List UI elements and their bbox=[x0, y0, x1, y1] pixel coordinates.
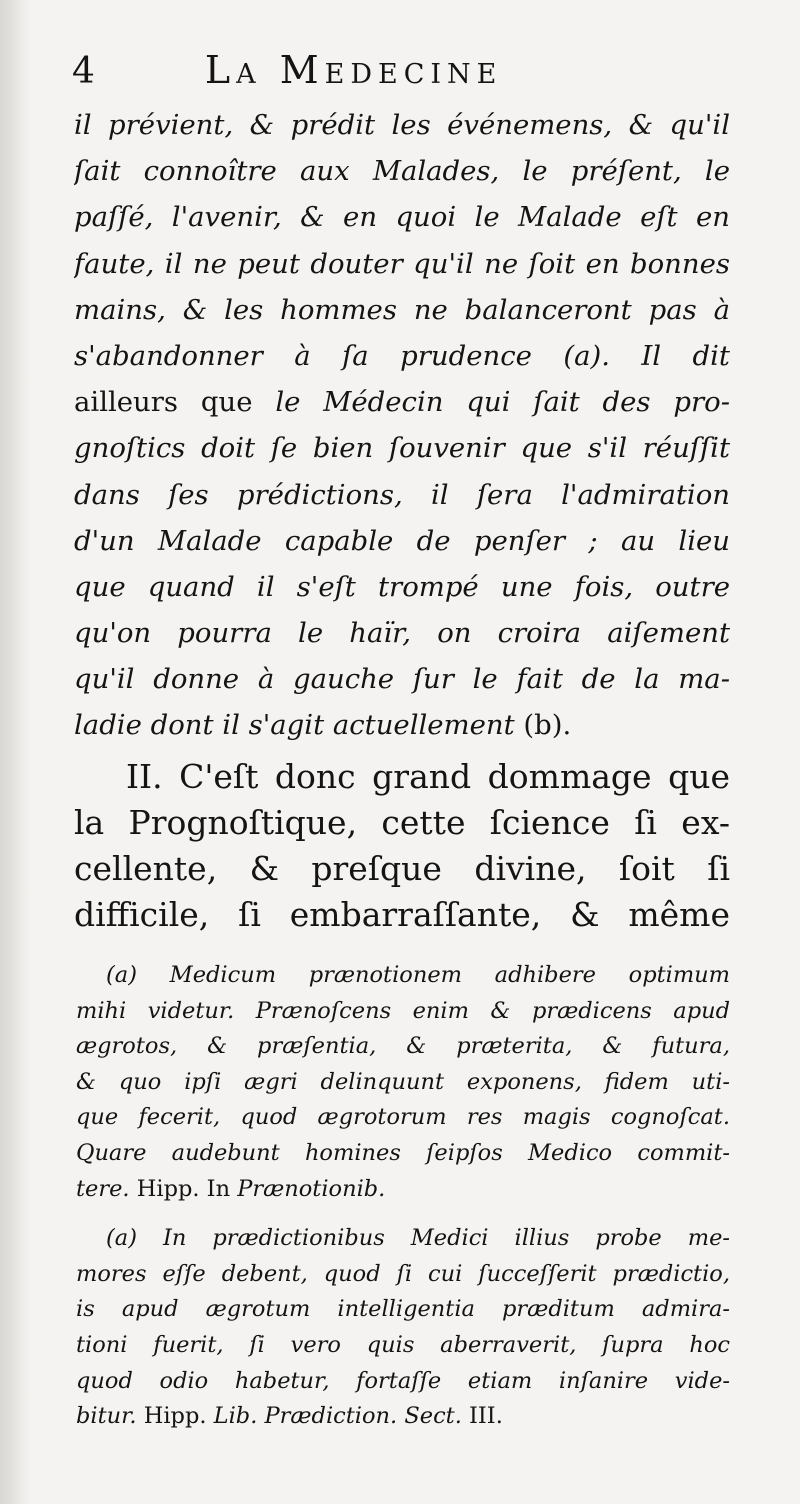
italic-run: Prænotionib. bbox=[237, 1175, 386, 1202]
footnote-b bbox=[76, 1221, 730, 1435]
footnote-line-end bbox=[76, 1172, 730, 1208]
footnote-line: mihi videtur. Prænoſcens enim & prædicens apud bbox=[76, 997, 730, 1024]
text-line: qu'il donne à gauche ſur le fait de la ma- bbox=[74, 663, 730, 696]
running-head: La Medecine bbox=[204, 48, 503, 92]
text-line: faute, il ne peut douter qu'il ne ſoit en bonnes bbox=[74, 247, 730, 280]
citation: Hipp. In bbox=[136, 1175, 231, 1202]
citation: Hipp. bbox=[143, 1403, 207, 1430]
footnote-line: (a) Medicum prænotionem adhibere optimum bbox=[106, 962, 730, 988]
text-line: que quand il s'eſt trompé une fois, outre bbox=[74, 570, 730, 603]
footnote-line: & quo ipſi ægri delinquunt exponens, fidem uti- bbox=[76, 1068, 730, 1095]
text-line: paſſé, l'avenir, & en quoi le Malade eſt en bbox=[74, 201, 730, 234]
text-line: cellente, & preſque divine, ſoit ſi bbox=[74, 849, 730, 888]
citation: III. bbox=[469, 1403, 503, 1430]
text-line: II. C'eſt donc grand dommage que bbox=[126, 757, 730, 796]
text-line: la Prognoſtique, cette ſcience ſi ex- bbox=[74, 803, 730, 842]
text-line-last bbox=[74, 702, 730, 748]
footnote-ref: (b). bbox=[523, 709, 572, 742]
footnote-line: is apud ægrotum intelligentia præditum admira- bbox=[76, 1296, 730, 1323]
footnote-line: mores eſſe debent, quod ſi cui ſucceſſerit prædictio, bbox=[76, 1260, 730, 1287]
footnote-line: que fecerit, quod ægrotorum res magis cognoſcat. bbox=[76, 1104, 730, 1131]
footnote-line: tioni fuerit, ſi vero quis aberraverit, ſupra hoc bbox=[76, 1331, 730, 1358]
page-number: 4 bbox=[72, 51, 95, 92]
italic-run: ladie dont il s'agit actuellement bbox=[74, 709, 515, 742]
text-line: dans ſes prédictions, il ſera l'admiration bbox=[74, 478, 730, 511]
page-header bbox=[72, 48, 760, 98]
italic-run: Lib. Prædiction. Sect. bbox=[213, 1403, 462, 1430]
section-ii-paragraph bbox=[74, 754, 730, 938]
footnote-line: Quare audebunt homines ſeipſos Medico commit- bbox=[76, 1139, 730, 1166]
footnote-line-end bbox=[76, 1399, 730, 1435]
text-line: d'un Malade capable de penſer ; au lieu bbox=[74, 524, 730, 557]
italic-run: bitur. bbox=[76, 1403, 137, 1430]
footnote-a bbox=[76, 958, 730, 1207]
main-paragraph bbox=[74, 102, 730, 749]
text-line: qu'on pourra le haïr, on croira aiſement bbox=[74, 617, 730, 650]
text-line: ſait connoître aux Malades, le préſent, le bbox=[74, 155, 730, 188]
text-line: il prévient, & prédit les événemens, & qu'il bbox=[74, 109, 730, 141]
italic-run: tere. bbox=[76, 1175, 130, 1202]
text-line: s'abandonner à ſa prudence (a). Il dit bbox=[74, 339, 730, 372]
footnote-line: ægrotos, & præſentia, & præterita, & futura, bbox=[76, 1033, 730, 1060]
text-line: gnoſtics doit ſe bien ſouvenir que s'il réuſſit bbox=[74, 432, 730, 465]
text-line: mains, & les hommes ne balanceront pas à bbox=[74, 293, 730, 326]
text-line-mixed bbox=[74, 379, 730, 425]
footnote-line: (a) In prædictionibus Medici illius probe me- bbox=[106, 1225, 730, 1252]
italic-run: le Médecin qui ſait des pro- bbox=[275, 386, 730, 419]
footnotes bbox=[76, 958, 730, 1435]
text-line: difficile, ſi embarraſſante, & même bbox=[74, 895, 730, 934]
roman-run: ailleurs que bbox=[74, 386, 253, 419]
footnote-line: quod odio habetur, fortaſſe etiam inſanire vide- bbox=[76, 1367, 730, 1394]
